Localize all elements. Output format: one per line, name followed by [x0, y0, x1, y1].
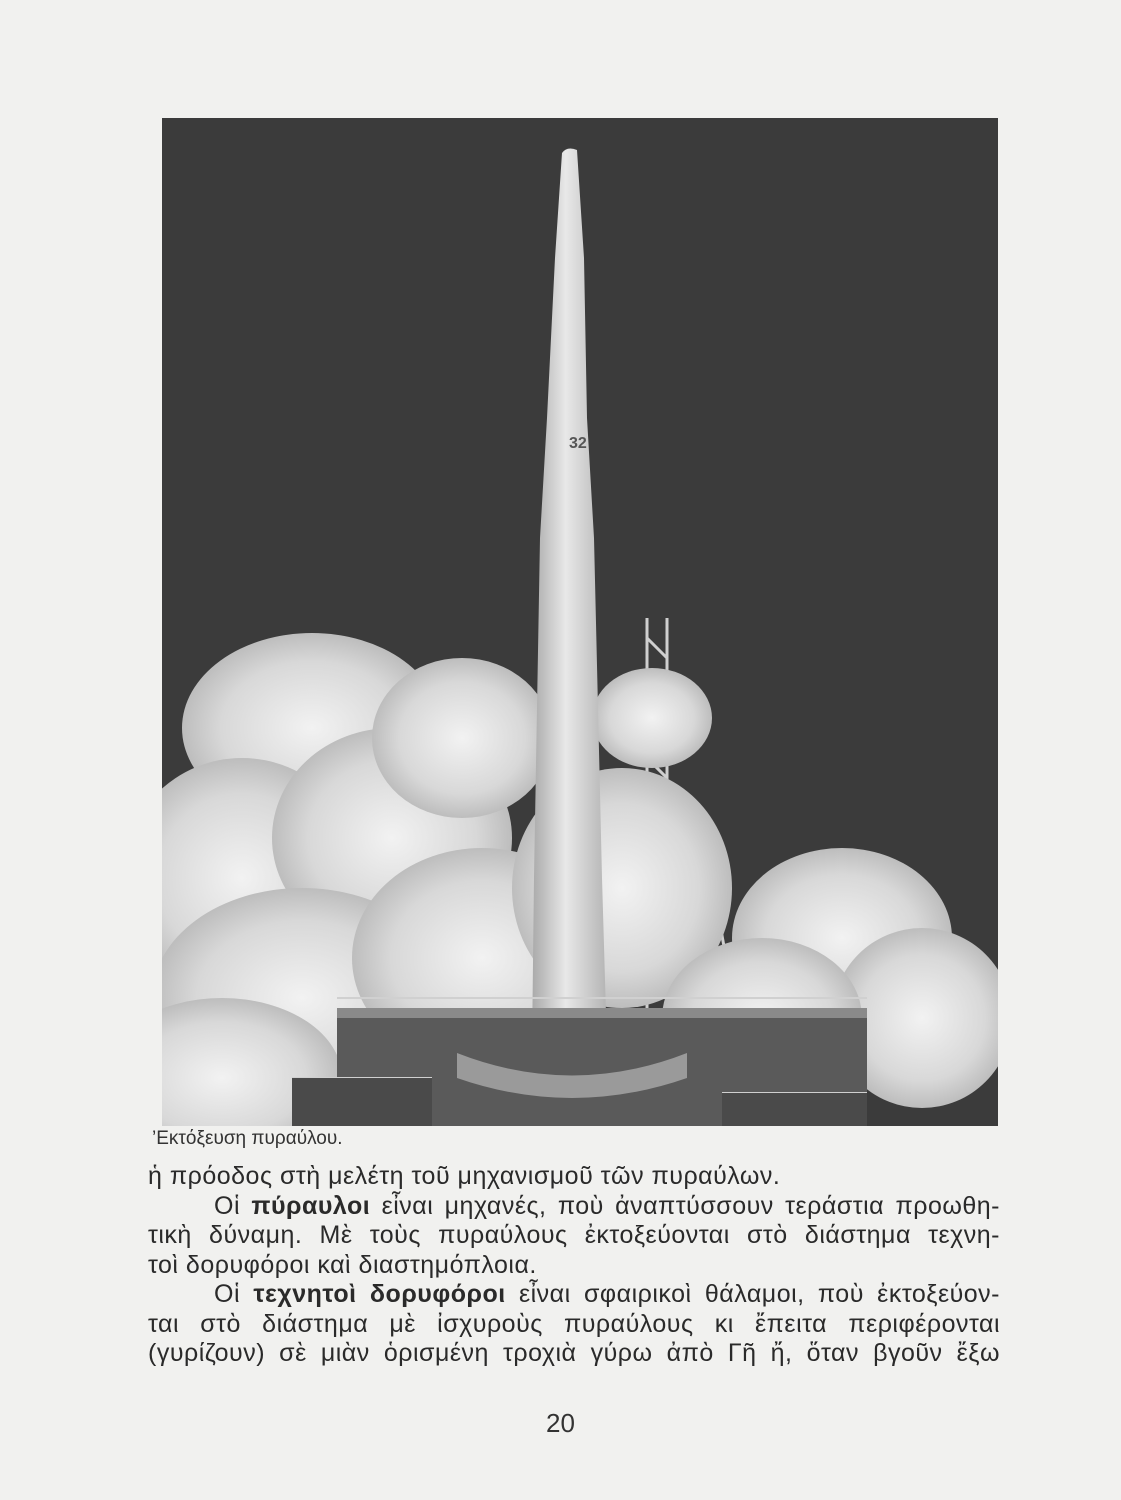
paragraph-2	[148, 1192, 1000, 1281]
body-text	[148, 1162, 1000, 1369]
text-span: Οἱ	[214, 1191, 252, 1220]
text-span: εἶναι μηχανές, ποὺ ἀναπτύσσουν τεράστια προωθη-	[370, 1191, 1000, 1220]
text-line: τοὶ δορυφόροι καὶ διαστημόπλοια.	[148, 1250, 537, 1279]
bold-term: τεχνητοὶ δορυφόροι	[253, 1280, 506, 1308]
rocket-launch-photo	[162, 118, 998, 1126]
rocket-launch-illustration	[162, 118, 998, 1126]
paragraph-1	[148, 1162, 1000, 1192]
text-line: ται στὸ διάστημα μὲ ἰσχυροὺς πυραύλους κι ἔπειτα περιφέρονται	[148, 1309, 1000, 1338]
launch-pad	[292, 998, 867, 1126]
text-line: (γυρίζουν) σὲ μιὰν ὁρισμένη τροχιὰ γύρω ἀπὸ Γῆ ἤ, ὅταν βγοῦν ἔξω	[148, 1339, 1000, 1367]
text-span: εἶναι σφαιρικοὶ θάλαμοι, ποὺ ἐκτοξεύον-	[505, 1280, 1000, 1308]
figure-caption: ’Εκτόξευση πυραύλου.	[152, 1128, 343, 1149]
text-span: Οἱ	[214, 1280, 254, 1308]
text-line	[148, 1192, 1000, 1222]
rocket-marking: 32	[569, 435, 587, 452]
text-line	[148, 1280, 1000, 1310]
text-line: ἡ πρόοδος στὴ μελέτη τοῦ μηχανισμοῦ τῶν πυραύλων.	[148, 1162, 781, 1190]
bold-term: πύραυλοι	[251, 1191, 371, 1220]
text-line: τικὴ δύναμη. Μὲ τοὺς πυραύλους ἐκτοξεύονται στὸ διάστημα τεχνη-	[148, 1221, 1000, 1249]
page-number: 20	[546, 1408, 575, 1438]
paragraph-3	[148, 1280, 1000, 1369]
